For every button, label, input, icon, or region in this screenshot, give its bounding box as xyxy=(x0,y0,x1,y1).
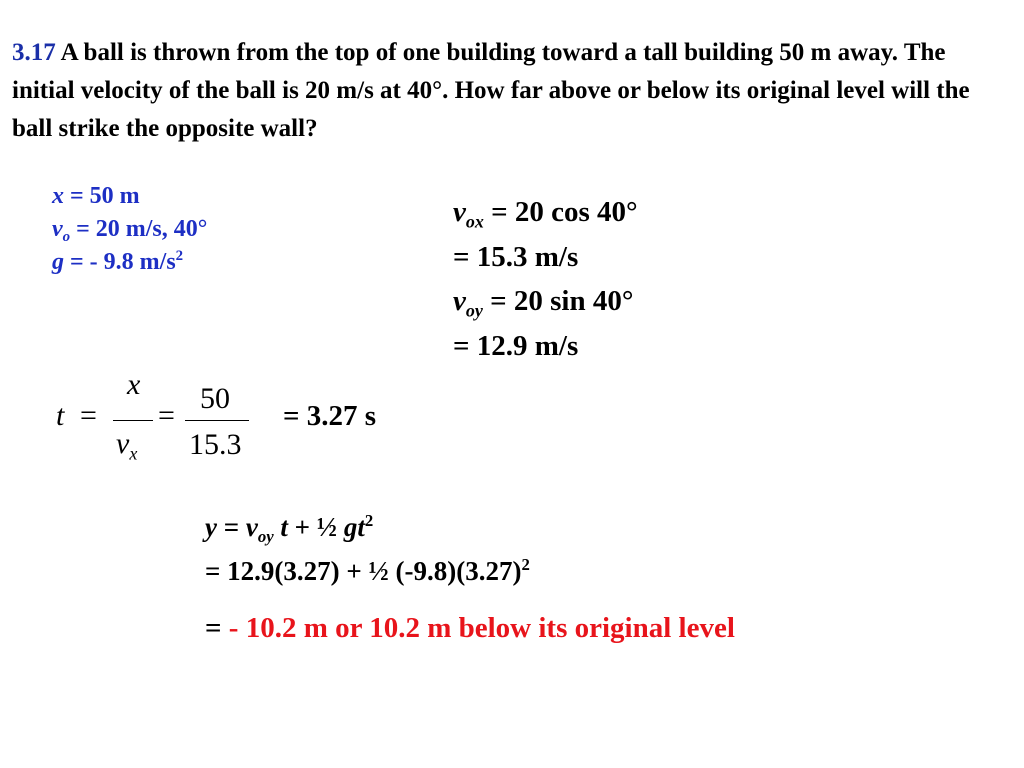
formula-denominator-v: $v_x$ xyxy=(116,427,138,464)
voy-value: = 12.9 m/s xyxy=(453,329,579,362)
fraction-bar-1 xyxy=(113,420,153,421)
vox-expression: $v_{ox} = 20$ cos 40° xyxy=(453,196,638,232)
given-x: x = 50 m xyxy=(52,183,140,209)
formula-denominator-15-3: 15.3 xyxy=(189,428,242,461)
final-answer: = - 10.2 m or 10.2 m below its original level xyxy=(205,612,735,644)
fraction-bar-2 xyxy=(185,420,249,421)
formula-numerator-x: x xyxy=(127,368,141,401)
formula-equals-2: = xyxy=(158,399,175,432)
displacement-formula: $y = v_{oy}$ t + ½ $gt^2$ xyxy=(205,510,374,546)
displacement-equations xyxy=(205,505,530,593)
given-g: g = - 9.8 $m/s^2$ xyxy=(52,248,184,275)
vox-value: = 15.3 m/s xyxy=(453,240,579,273)
formula-t: t xyxy=(56,399,65,432)
time-formula xyxy=(40,368,280,482)
voy-expression: $v_{oy} = 20$ sin 40° xyxy=(453,285,634,321)
given-values xyxy=(52,180,207,279)
formula-equals-1: = xyxy=(80,399,97,432)
formula-numerator-50: 50 xyxy=(200,382,230,415)
velocity-components xyxy=(453,190,638,368)
time-result: = 3.27 s xyxy=(283,400,377,432)
problem-number: 3.17 xyxy=(12,39,56,66)
problem-text: A ball is thrown from the top of one building toward a tall building 50 m away. The initial velocity of the ball is 20 m/s at 40°. How far above or below its original level will the ball strike the opposite wall? xyxy=(12,39,970,142)
given-v0: $v_o = 20$ m/s, 40° xyxy=(52,216,208,246)
final-answer-value: - 10.2 m or 10.2 m below its original level xyxy=(228,612,735,644)
problem-statement xyxy=(12,34,1012,148)
displacement-substitution: = 12.9(3.27) + ½ $(-9.8)(3.27)^2$ xyxy=(205,554,530,586)
